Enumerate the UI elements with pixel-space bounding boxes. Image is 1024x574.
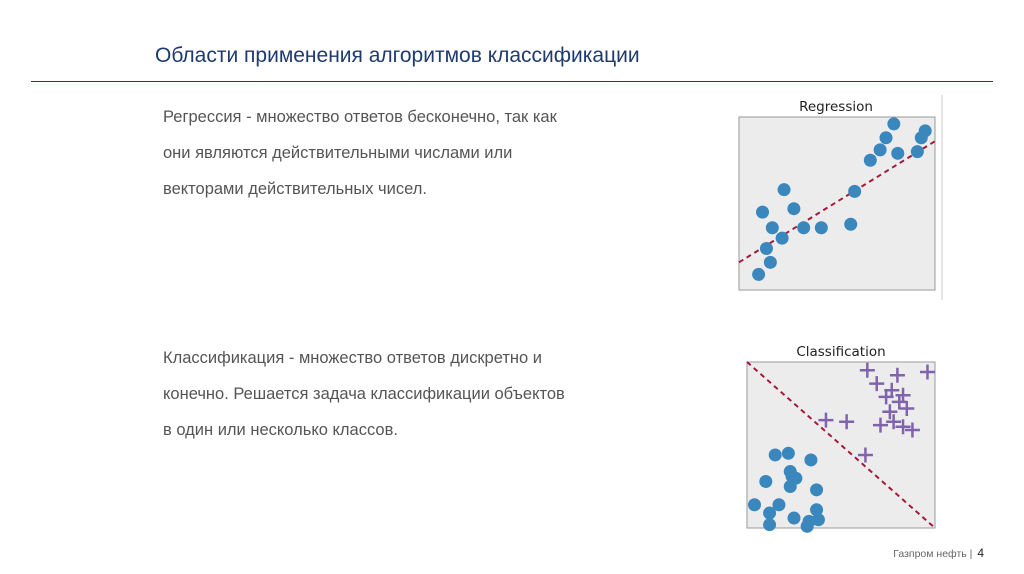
class-circle-point <box>801 520 814 533</box>
page-number: 4 <box>977 546 984 560</box>
regression-chart-title: Regression <box>799 99 873 115</box>
classification-chart <box>738 340 953 536</box>
regression-point <box>844 218 857 231</box>
regression-point <box>764 256 777 269</box>
regression-point <box>919 124 932 137</box>
title-divider <box>31 81 993 82</box>
footer-separator: | <box>969 548 973 560</box>
regression-point <box>766 221 779 234</box>
regression-point <box>848 185 861 198</box>
classification-chart-title: Classification <box>796 344 886 360</box>
regression-description <box>163 99 683 207</box>
slide-title: Области применения алгоритмов классификации <box>155 44 640 67</box>
classification-description <box>163 340 683 448</box>
regression-point <box>778 183 791 196</box>
class-circle-point <box>763 507 776 520</box>
regression-line-2: они являются действительными числами или <box>163 144 513 162</box>
regression-point <box>815 221 828 234</box>
classification-line-2: конечно. Решается задача классификации объектов <box>163 385 565 403</box>
regression-point <box>874 143 887 156</box>
regression-point <box>880 131 893 144</box>
regression-point <box>756 206 769 219</box>
class-circle-point <box>782 447 795 460</box>
class-circle-point <box>810 483 823 496</box>
regression-point <box>864 154 877 167</box>
regression-point <box>787 202 800 215</box>
regression-point <box>891 147 904 160</box>
footer-company: Газпром нефть <box>893 548 967 560</box>
regression-point <box>887 117 900 130</box>
class-circle-point <box>763 518 776 531</box>
regression-point <box>797 221 810 234</box>
class-circle-point <box>784 480 797 493</box>
class-circle-point <box>759 475 772 488</box>
regression-line-1: Регрессия - множество ответов бесконечно, так как <box>163 108 557 126</box>
class-circle-point <box>748 498 761 511</box>
regression-chart <box>730 95 955 300</box>
classification-line-1: Классификация - множество ответов дискретно и <box>163 349 543 367</box>
regression-point <box>760 242 773 255</box>
regression-point <box>752 268 765 281</box>
class-circle-point <box>804 453 817 466</box>
regression-point <box>911 145 924 158</box>
footer <box>893 546 984 560</box>
classification-line-3: в один или несколько классов. <box>163 421 398 439</box>
regression-point <box>776 232 789 245</box>
regression-line-3: векторами действительных чисел. <box>163 180 427 198</box>
class-circle-point <box>769 448 782 461</box>
class-circle-point <box>788 512 801 525</box>
